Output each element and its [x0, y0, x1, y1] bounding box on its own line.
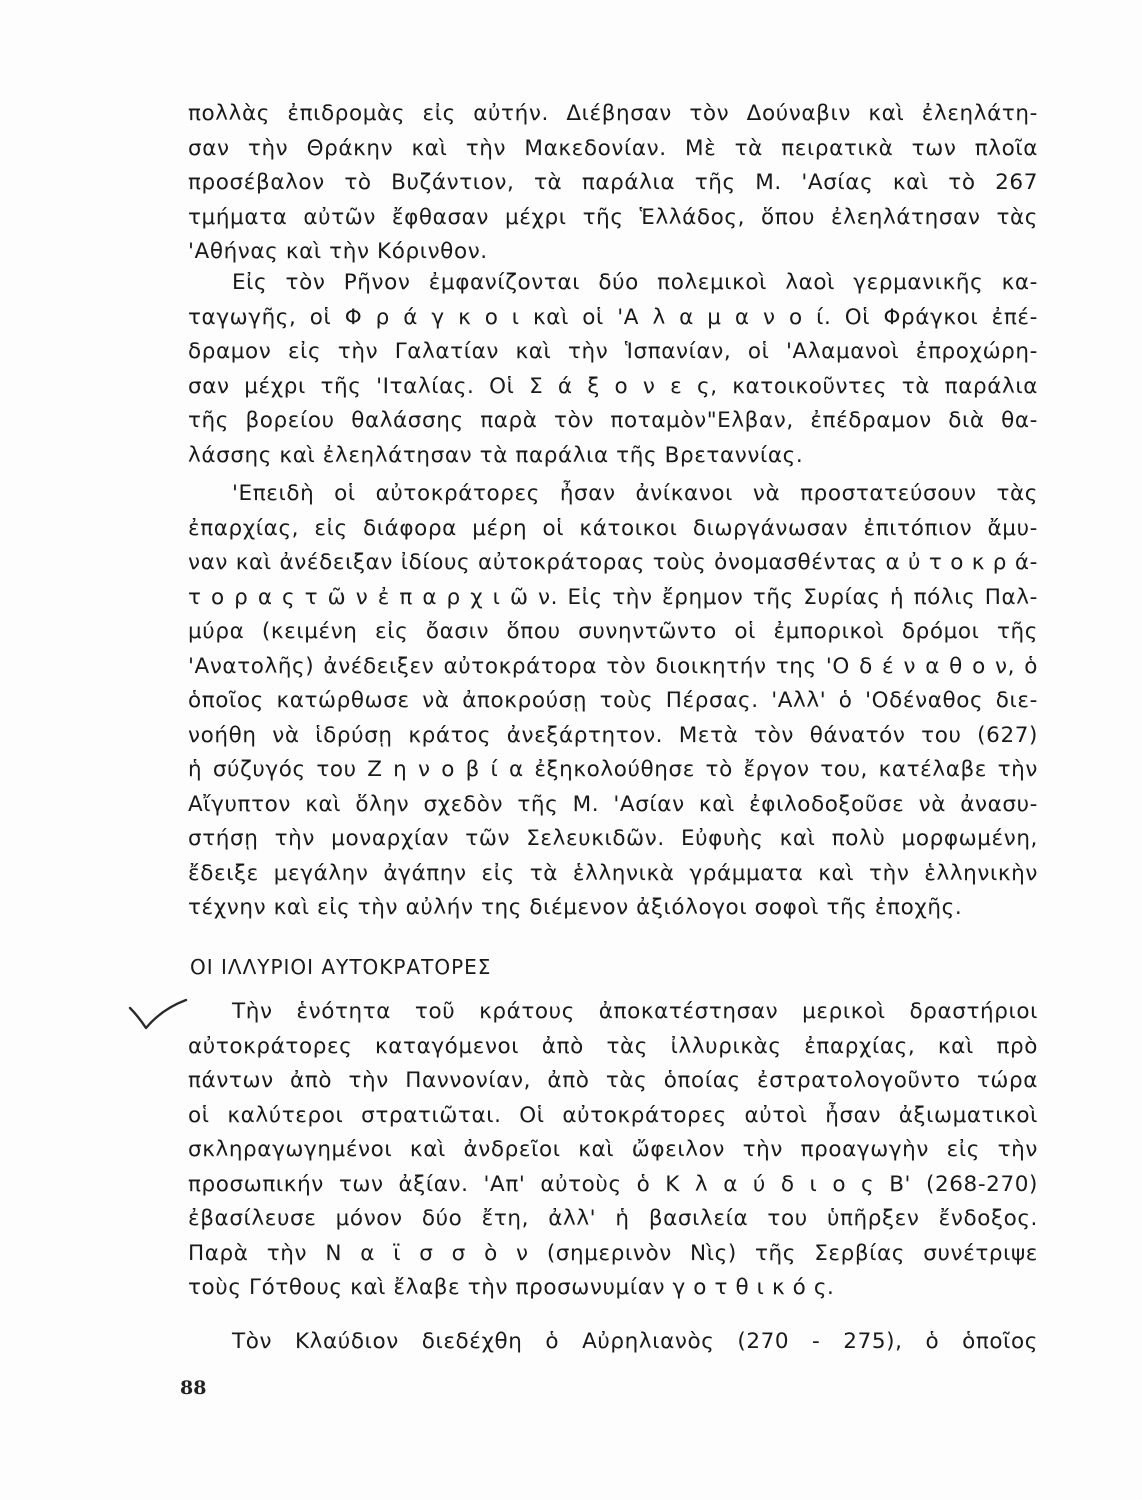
text-line: τ ο ρ α ς τ ῶ ν ἐ π α ρ χ ι ῶ ν. Εἰς τὴν ἔρημον τῆς Συρίας ἡ πόλις Παλ-	[188, 584, 1038, 610]
text-line: 'Αθήνας καὶ τὴν Κόρινθον.	[188, 239, 488, 264]
text-line: τοὺς Γότθους καὶ ἔλαβε τὴν προσωνυμίαν γ ο τ θ ι κ ό ς.	[188, 1275, 835, 1300]
text-line: σκληραγωγημένοι καὶ ἀνδρεῖοι καὶ ὤφειλον τὴν προαγωγὴν εἰς τὴν	[188, 1137, 1038, 1162]
text-line: οἱ καλύτεροι στρατιῶται. Οἱ αὐτοκράτορες αὐτοὶ ἦσαν ἀξιωματικοὶ	[188, 1102, 1038, 1128]
paragraph-illyrian-emperors	[188, 995, 1038, 1306]
section-heading: ΟΙ ΙΛΛΥΡΙΟΙ ΑΥΤΟΚΡΑΤΟΡΕΣ	[190, 955, 492, 979]
text-line: σαν μέχρι τῆς 'Ιταλίας. Οἱ Σ ά ξ ο ν ε ς, κατοικοῦντες τὰ παράλια	[188, 373, 1038, 399]
paragraph-rhine-peoples	[188, 266, 1038, 473]
text-line: Τὴν ἑνότητα τοῦ κράτους ἀποκατέστησαν μερικοὶ δραστήριοι	[232, 999, 1038, 1024]
text-line: Παρὰ τὴν Ν α ϊ σ σ ὸ ν (σημερινὸν Νὶς) τῆς Σερβίας συνέτριψε	[188, 1240, 1038, 1266]
text-line: Αἴγυπτον καὶ ὅλην σχεδὸν τῆς Μ. 'Ασίαν καὶ ἐφιλοδοξοῦσε νὰ ἀνασυ-	[188, 791, 1038, 817]
text-line: σαν τὴν Θράκην καὶ τὴν Μακεδονίαν. Μὲ τὰ πειρατικὰ των πλοῖα	[188, 135, 1038, 161]
text-line: προσέβαλον τὸ Βυζάντιον, τὰ παράλια τῆς Μ. 'Ασίας καὶ τὸ 267	[188, 170, 1038, 195]
text-line: τῆς βορείου θαλάσσης παρὰ τὸν ποταμὸν"Ελβαν, ἐπέδραμον διὰ θα-	[188, 408, 1038, 433]
text-line: 'Ανατολῆς) ἀνέδειξεν αὐτοκράτορα τὸν διοικητήν της 'Ο δ έ ν α θ ο ν, ὁ	[188, 653, 1038, 679]
text-line: τέχνην καὶ εἰς τὴν αὐλήν της διέμενον ἀξιόλογοι σοφοὶ τῆς ἐποχῆς.	[188, 895, 963, 920]
text-line: στήσῃ τὴν μοναρχίαν τῶν Σελευκιδῶν. Εὐφυὴς καὶ πολὺ μορφωμένη,	[188, 826, 1038, 851]
text-line: δραμον εἰς τὴν Γαλατίαν καὶ τὴν Ἱσπανίαν, οἱ 'Αλαμανοὶ ἐπροχώρη-	[188, 339, 1038, 364]
text-line: ταγωγῆς, οἱ Φ ρ ά γ κ ο ι καὶ οἱ 'Α λ α μ α ν ο ί. Οἱ Φράγκοι ἐπέ-	[188, 304, 1038, 330]
text-line: ἐβασίλευσε μόνον δύο ἔτη, ἀλλ' ἡ βασιλεία του ὑπῆρξεν ἔνδοξος.	[188, 1206, 1038, 1231]
paragraph-continuation	[188, 97, 1038, 270]
text-line: αὐτοκράτορες καταγόμενοι ἀπὸ τὰς ἰλλυρικὰς ἐπαρχίας, καὶ πρὸ	[188, 1033, 1038, 1059]
text-line: Τὸν Κλαύδιον διεδέχθη ὁ Αὐρηλιανὸς (270 - 275), ὁ ὁποῖος	[232, 1329, 1038, 1354]
paragraph-provincial-emperors	[188, 477, 1038, 926]
text-line: πάντων ἀπὸ τὴν Παννονίαν, ἀπὸ τὰς ὁποίας ἐστρατολογοῦντο τώρα	[188, 1068, 1038, 1093]
text-line: προσωπικήν των ἀξίαν. 'Απ' αὐτοὺς ὁ Κ λ α ύ δ ι ο ς Β' (268-270)	[188, 1171, 1038, 1197]
text-line: Εἰς τὸν Ρῆνον ἐμφανίζονται δύο πολεμικοὶ λαοὶ γερμανικῆς κα-	[232, 270, 1038, 295]
text-line: τμήματα αὐτῶν ἔφθασαν μέχρι τῆς Ἑλλάδος, ὅπου ἐλεηλάτησαν τὰς	[188, 204, 1038, 230]
text-line: ἐπαρχίας, εἰς διάφορα μέρη οἱ κάτοικοι διωργάνωσαν ἐπιτόπιον ἄμυ-	[188, 515, 1038, 541]
text-line: ἔδειξε μεγάλην ἀγάπην εἰς τὰ ἑλληνικὰ γράμματα καὶ τὴν ἑλληνικὴν	[188, 860, 1038, 886]
text-line: ὁποῖος κατώρθωσε νὰ ἀποκρούσῃ τοὺς Πέρσας. 'Αλλ' ὁ 'Οδέναθος διε-	[188, 688, 1038, 713]
text-line: νοήθη νὰ ἱδρύσῃ κράτος ἀνεξάρτητον. Μετὰ τὸν θάνατόν του (627)	[188, 722, 1038, 748]
text-line: λάσσης καὶ ἐλεηλάτησαν τὰ παράλια τῆς Βρεταννίας.	[188, 442, 804, 468]
text-line: πολλὰς ἐπιδρομὰς εἰς αὐτήν. Διέβησαν τὸν Δούναβιν καὶ ἐλεηλάτη-	[188, 101, 1038, 126]
page-number: 88	[180, 1377, 207, 1399]
check-mark-icon	[126, 998, 190, 1032]
text-line: ἡ σύζυγός του Ζ η ν ο β ί α ἐξηκολούθησε τὸ ἔργον του, κατέλαβε τὴν	[188, 757, 1038, 782]
text-line: 'Επειδὴ οἱ αὐτοκράτορες ἦσαν ἀνίκανοι νὰ προστατεύσουν τὰς	[232, 481, 1038, 506]
paragraph-aurelian	[188, 1325, 1038, 1360]
text-line: μύρα (κειμένη εἰς ὄασιν ὅπου συνηντῶντο οἱ ἐμπορικοὶ δρόμοι τῆς	[188, 619, 1038, 644]
text-line: ναν καὶ ἀνέδειξαν ἰδίους αὐτοκράτορας τοὺς ὀνομασθέντας α ὐ τ ο κ ρ ά-	[188, 550, 1038, 575]
